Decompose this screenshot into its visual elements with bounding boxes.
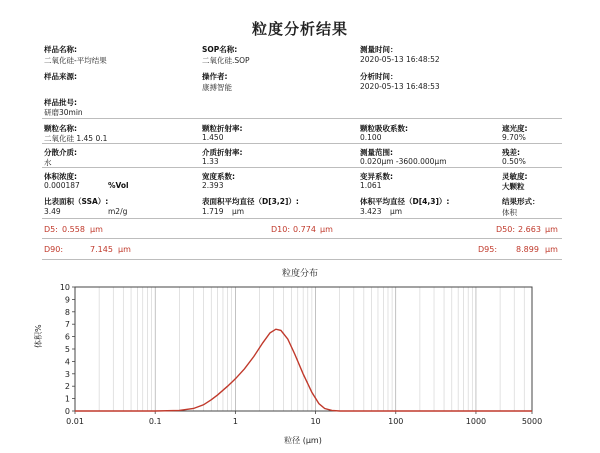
x-tick-label: 5000 [521,417,543,426]
y-tick-label: 0 [64,407,70,416]
obscuration-value: 9.70% [502,133,526,142]
d90-label: D90: [44,245,64,254]
measure-range-value: 0.020μm -3600.000μm [360,157,447,166]
width-coef-value: 2.393 [202,181,224,190]
y-tick-label: 9 [64,295,70,305]
y-tick-label: 3 [64,369,70,379]
chart-title: 粒度分布 [281,269,319,279]
divider [42,238,562,239]
d90-unit: μm [118,245,131,254]
divider [42,118,562,119]
ssa-unit: m2/g [108,207,128,216]
result-form-label: 结果形式： [502,197,540,206]
divider [42,143,562,144]
y-tick-label: 4 [64,357,70,367]
d10-value: 0.774 [293,225,316,234]
particle-ri-label: 颗粒折射率: [202,124,243,133]
analysis-time-value: 2020-05-13 16:48:53 [360,82,440,91]
particle-name-label: 颗粒名称: [44,124,77,133]
d50-value: 2.663 [518,225,541,234]
x-tick-label: 0.01 [66,417,84,426]
d95-label: D95: [478,245,498,254]
ssa-value: 3.49 [44,207,61,216]
sample-name-value: 二氧化硅-平均结果 [44,56,107,65]
d50-unit: μm [545,225,558,234]
d32-value: 1.719 [202,207,224,216]
dispersant-value: 水 [44,158,52,167]
analysis-time-label: 分析时间： [360,72,398,81]
y-tick-label: 10 [59,283,70,292]
y-tick-label: 1 [64,394,70,404]
particle-abs-label: 颗粒吸收系数: [360,124,408,133]
medium-ri-label: 介质折射率: [202,148,243,157]
vol-conc-value: 0.000187 [44,181,80,190]
d10-label: D10: [271,225,291,234]
y-tick-label: 5 [64,345,70,354]
d5-unit: μm [90,225,103,234]
volume-distribution-line [75,329,532,411]
batch-no-value: 研磨30min [44,108,83,117]
x-tick-label: 0.1 [148,417,162,426]
sop-name-value: 二氧化硅.SOP [202,56,250,65]
variation-coef-value: 1.061 [360,181,382,190]
x-tick-label: 100 [388,417,404,426]
y-tick-label: 6 [64,332,70,342]
result-form-value: 体积 [502,208,517,217]
divider [42,259,562,260]
dispersant-label: 分散介质: [44,148,77,157]
report-title: 粒度分析结果 [251,20,348,38]
medium-ri-value: 1.33 [202,157,219,166]
chart-axes [60,283,542,426]
batch-no-label: 样品批号: [44,98,77,107]
measure-range-label: 测量范围: [360,148,393,157]
d95-value: 8.899 [516,245,539,254]
x-tick-label: 10 [310,417,321,426]
particle-name-value: 二氧化硅 1.45 0.1 [44,134,108,143]
chart-grid [75,287,532,411]
ssa-label: 比表面积（SSA）: [44,197,109,206]
obscuration-label: 遮光度: [502,124,528,133]
residual-value: 0.50% [502,157,526,166]
y-tick-label: 2 [64,382,70,392]
measure-time-value: 2020-05-13 16:48:52 [360,55,440,64]
d90-value: 7.145 [90,245,113,254]
measure-time-label: 测量时间： [360,45,398,54]
d32-unit: μm [232,207,245,216]
operator-label: 操作者: [202,72,228,81]
d43-label: 体积平均直径（D[4,3]）: [360,197,450,206]
d50-label: D50: [496,225,516,234]
operator-value: 康搏智能 [202,83,232,92]
sop-name-label: SOP名称: [202,45,238,54]
vol-conc-label: 体积浓度: [44,172,77,181]
sample-name-label: 样品名称: [44,45,77,54]
width-coef-label: 宽度系数: [202,172,235,181]
x-tick-label: 1000 [465,417,487,426]
d5-value: 0.558 [62,225,85,234]
x-axis-label: 粒径 (μm) [284,436,322,445]
y-tick-label: 7 [64,320,70,330]
x-tick-label: 1 [232,417,238,426]
particle-abs-value: 0.100 [360,133,382,142]
vol-conc-unit: %Vol [108,181,129,190]
sensitivity-value: 大颗粒 [502,182,525,191]
residual-label: 残差: [502,148,520,157]
y-tick-label: 8 [64,307,70,317]
sensitivity-label: 灵敏度: [502,172,528,181]
d95-unit: μm [545,245,558,254]
particle-ri-value: 1.450 [202,133,224,142]
divider [42,218,562,219]
y-axis-label: 体积% [34,324,43,348]
d43-value: 3.423 [360,207,382,216]
variation-coef-label: 变异系数: [360,172,393,181]
d10-unit: μm [320,225,333,234]
plot-area-frame [75,287,532,411]
d32-label: 表面积平均直径（D[3,2]）: [202,197,299,206]
d5-label: D5: [44,225,58,234]
sample-source-label: 样品来源: [44,72,77,81]
d43-unit: μm [390,207,403,216]
divider [42,167,562,168]
